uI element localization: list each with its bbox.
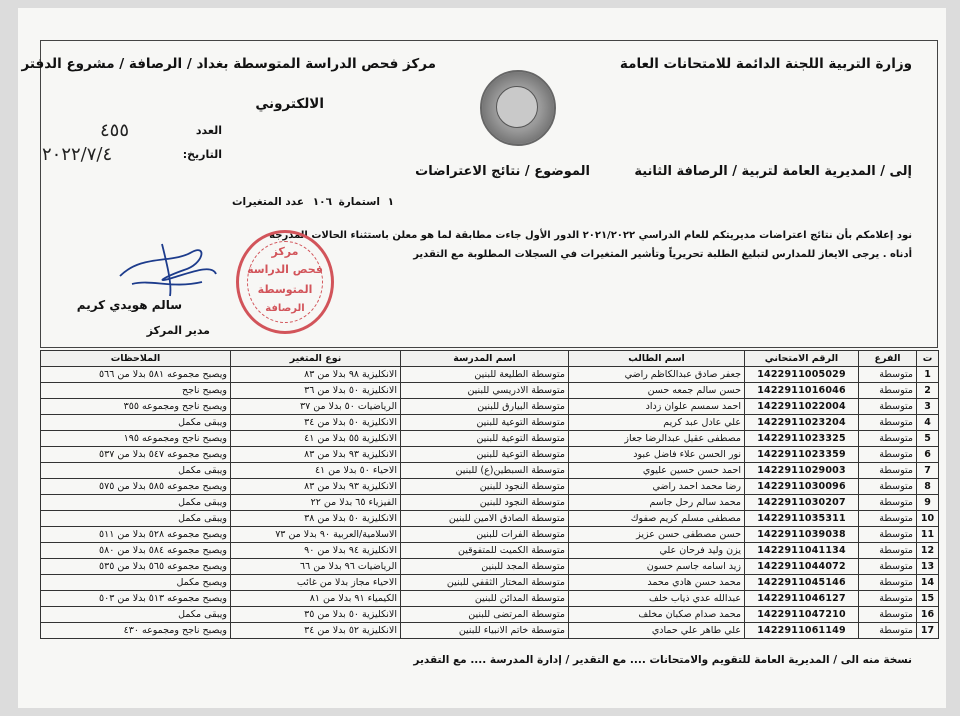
row-branch: متوسطة <box>859 559 917 575</box>
table-row <box>41 511 939 527</box>
row-student-name: مصطفى مسلم كريم صفوك <box>569 511 745 527</box>
row-exam-number: 1422911005029 <box>745 367 859 383</box>
table-row <box>41 543 939 559</box>
row-exam-number: 1422911041134 <box>745 543 859 559</box>
header-exam-number: الرقم الامتحاني <box>745 351 859 367</box>
table-row <box>41 623 939 639</box>
row-index: 12 <box>917 543 939 559</box>
row-school-name: متوسطة الفرات للبنين <box>401 527 569 543</box>
row-notes: ويصبح مجموعه ٥٨١ بدلا من ٥٦٦ <box>41 367 231 383</box>
subject: الموضوع / نتائج الاعتراضات <box>415 164 590 179</box>
row-exam-number: 1422911029003 <box>745 463 859 479</box>
date-value: ٢٠٢٢/٧/٤ <box>42 144 113 165</box>
row-branch: متوسطة <box>859 527 917 543</box>
row-index: 13 <box>917 559 939 575</box>
changes-count-value: ١٠٦ <box>312 196 332 208</box>
row-student-name: علي عادل عبد كريم <box>569 415 745 431</box>
row-change-type: الرياضيات ٩٦ بدلا من ٦٦ <box>231 559 401 575</box>
row-change-type: الاسلامية/العربية ٩٠ بدلا من ٧٣ <box>231 527 401 543</box>
row-notes: ويصبح مجموعه ٥٨٥ بدلا من ٥٧٥ <box>41 479 231 495</box>
changes-count-label: عدد المتغيرات <box>231 196 304 208</box>
row-index: 15 <box>917 591 939 607</box>
row-exam-number: 1422911035311 <box>745 511 859 527</box>
cc-line: نسخة منه الى / المديرية العامة للتقويم والامتحانات .... مع التقدير / إدارة المدرسة .... مع التقدير <box>413 654 912 666</box>
center-heading-line1: مركز فحص الدراسة المتوسطة بغداد / الرصافة / مشروع الدفتر <box>21 56 436 72</box>
row-index: 11 <box>917 527 939 543</box>
center-heading-line2: الالكتروني <box>255 96 324 112</box>
row-change-type: الانكليزية ٥٢ بدلا من ٣٤ <box>231 623 401 639</box>
row-change-type: الكيمياء ٩١ بدلا من ٨١ <box>231 591 401 607</box>
row-exam-number: 1422911023325 <box>745 431 859 447</box>
table-row <box>41 575 939 591</box>
row-change-type: الانكليزية ٩٤ بدلا من ٩٠ <box>231 543 401 559</box>
row-branch: متوسطة <box>859 415 917 431</box>
row-exam-number: 1422911046127 <box>745 591 859 607</box>
row-branch: متوسطة <box>859 591 917 607</box>
form-value: ١ <box>387 196 394 208</box>
row-index: 2 <box>917 383 939 399</box>
row-school-name: متوسطة البيارق للبنين <box>401 399 569 415</box>
row-index: 4 <box>917 415 939 431</box>
row-student-name: محمد صدام صكبان مخلف <box>569 607 745 623</box>
row-change-type: الاحياء ٥٠ بدلا من ٤١ <box>231 463 401 479</box>
signatory-name: سالم هويدي كريم <box>76 298 182 312</box>
row-student-name: احمد حسن حسين عليوي <box>569 463 745 479</box>
row-school-name: متوسطة المختار الثقفي للبنين <box>401 575 569 591</box>
table-row <box>41 479 939 495</box>
row-student-name: مصطفى عقيل عبدالرضا جعاز <box>569 431 745 447</box>
stamp-line1: مركز <box>271 245 299 258</box>
row-school-name: متوسطة الطليعة للبنين <box>401 367 569 383</box>
table-row <box>41 399 939 415</box>
row-branch: متوسطة <box>859 463 917 479</box>
table-row <box>41 559 939 575</box>
row-change-type: الاحياء مجاز بدلا من غائب <box>231 575 401 591</box>
row-notes: ويبقى مكمل <box>41 511 231 527</box>
table-row <box>41 607 939 623</box>
row-student-name: يزن وليد فرحان علي <box>569 543 745 559</box>
row-branch: متوسطة <box>859 447 917 463</box>
row-change-type: الرياضيات ٥٠ بدلا من ٣٧ <box>231 399 401 415</box>
table-row <box>41 591 939 607</box>
row-change-type: الانكليزية ٥٠ بدلا من ٣٨ <box>231 511 401 527</box>
header-notes: الملاحظات <box>41 351 231 367</box>
body-line2: أدناه . يرجى الايعاز للمدارس لتبليغ الطلبة تحريرياً وتأشير المتغيرات في السجلات المطلوبة مع التقدير <box>413 249 912 260</box>
header-school-name: اسم المدرسة <box>401 351 569 367</box>
row-change-type: الانكليزية ٩٨ بدلا من ٨٣ <box>231 367 401 383</box>
row-student-name: محمد سالم رحل جاسم <box>569 495 745 511</box>
row-school-name: متوسطة التوعية للبنين <box>401 415 569 431</box>
stamp-line2: فحص الدراسة <box>247 263 323 276</box>
row-index: 1 <box>917 367 939 383</box>
row-branch: متوسطة <box>859 479 917 495</box>
row-school-name: متوسطة التوعية للبنين <box>401 447 569 463</box>
body-line1: نود إعلامكم بأن نتائج اعتراضات مديريتكم للعام الدراسي ٢٠٢١/٢٠٢٢ الدور الأول جاءت مطابقة لما هو معلن باستثناء الحالات المدرجة <box>269 230 912 241</box>
row-student-name: علي طاهر علي حمادي <box>569 623 745 639</box>
table-row <box>41 495 939 511</box>
row-exam-number: 1422911030096 <box>745 479 859 495</box>
table-row <box>41 463 939 479</box>
row-student-name: احمد سمسم علوان زداد <box>569 399 745 415</box>
signatory-title: مدير المركز <box>146 324 210 337</box>
row-school-name: متوسطة النجود للبنين <box>401 495 569 511</box>
row-exam-number: 1422911061149 <box>745 623 859 639</box>
row-school-name: متوسطة النجود للبنين <box>401 479 569 495</box>
row-exam-number: 1422911047210 <box>745 607 859 623</box>
row-notes: ويصبح مجموعه ٥٦٥ بدلا من ٥٣٥ <box>41 559 231 575</box>
row-school-name: متوسطة المرتضى للبنين <box>401 607 569 623</box>
center-stamp <box>236 230 334 334</box>
row-change-type: الانكليزية ٥٥ بدلا من ٤١ <box>231 431 401 447</box>
row-school-name: متوسطة التوعية للبنين <box>401 431 569 447</box>
table-header-row <box>41 351 939 367</box>
row-branch: متوسطة <box>859 383 917 399</box>
results-table <box>40 350 939 639</box>
row-student-name: حسن سالم جمعه حسن <box>569 383 745 399</box>
row-exam-number: 1422911016046 <box>745 383 859 399</box>
row-branch: متوسطة <box>859 431 917 447</box>
row-index: 5 <box>917 431 939 447</box>
ministry-seal <box>480 70 556 146</box>
row-branch: متوسطة <box>859 399 917 415</box>
table-row <box>41 415 939 431</box>
row-school-name: متوسطة الكميت للمتفوقين <box>401 543 569 559</box>
row-school-name: متوسطة السبطين(ع) للبنين <box>401 463 569 479</box>
row-exam-number: 1422911045146 <box>745 575 859 591</box>
row-change-type: الانكليزية ٥٠ بدلا من ٣٦ <box>231 383 401 399</box>
addressee: إلى / المديرية العامة لتربية / الرصافة الثانية <box>634 164 912 179</box>
row-student-name: رضا محمد احمد راضي <box>569 479 745 495</box>
row-branch: متوسطة <box>859 575 917 591</box>
header-student-name: اسم الطالب <box>569 351 745 367</box>
number-value: ٤٥٥ <box>100 120 130 141</box>
table-row <box>41 447 939 463</box>
row-branch: متوسطة <box>859 543 917 559</box>
row-index: 6 <box>917 447 939 463</box>
row-change-type: الانكليزية ٩٣ بدلا من ٨٣ <box>231 479 401 495</box>
row-notes: ويصبح مجموعه ٥٤٧ بدلا من ٥٣٧ <box>41 447 231 463</box>
row-notes: ويصبح مكمل <box>41 575 231 591</box>
row-notes: ويصبح ناجح <box>41 383 231 399</box>
row-exam-number: 1422911023204 <box>745 415 859 431</box>
row-notes: ويبقى مكمل <box>41 607 231 623</box>
row-index: 17 <box>917 623 939 639</box>
row-notes: ويصبح ناجح ومجموعه ٣٥٥ <box>41 399 231 415</box>
row-index: 10 <box>917 511 939 527</box>
row-index: 3 <box>917 399 939 415</box>
row-notes: ويصبح مجموعه ٥٨٤ بدلا من ٥٨٠ <box>41 543 231 559</box>
row-student-name: حسن مصطفى حسن عزيز <box>569 527 745 543</box>
row-index: 7 <box>917 463 939 479</box>
row-notes: ويصبح مجموعه ٥٢٨ بدلا من ٥١١ <box>41 527 231 543</box>
row-exam-number: 1422911044072 <box>745 559 859 575</box>
row-school-name: متوسطة الصادق الامين للبنين <box>401 511 569 527</box>
header-index: ت <box>917 351 939 367</box>
row-exam-number: 1422911030207 <box>745 495 859 511</box>
row-student-name: عبدالله عدي ذياب خلف <box>569 591 745 607</box>
row-change-type: الانكليزية ٥٠ بدلا من ٣٤ <box>231 415 401 431</box>
row-branch: متوسطة <box>859 511 917 527</box>
row-change-type: الانكليزية ٥٠ بدلا من ٣٥ <box>231 607 401 623</box>
row-exam-number: 1422911022004 <box>745 399 859 415</box>
row-branch: متوسطة <box>859 367 917 383</box>
row-school-name: متوسطة المجد للبنين <box>401 559 569 575</box>
stamp-line3: المتوسطة <box>257 283 313 296</box>
header-change-type: نوع المتغير <box>231 351 401 367</box>
row-student-name: محمد حسن هادي محمد <box>569 575 745 591</box>
table-row <box>41 527 939 543</box>
row-notes: ويصبح ناجح ومجموعه ١٩٥ <box>41 431 231 447</box>
form-label: استمارة <box>338 196 380 208</box>
date-label: التاريخ: <box>182 148 222 161</box>
ministry-heading: وزارة التربية اللجنة الدائمة للامتحانات العامة <box>619 56 912 72</box>
row-student-name: زيد اسامه جاسم حسون <box>569 559 745 575</box>
number-label: العدد <box>195 124 222 137</box>
signature-scribble <box>112 234 222 304</box>
row-notes: ويبقى مكمل <box>41 495 231 511</box>
table-row <box>41 431 939 447</box>
row-notes: ويبقى مكمل <box>41 415 231 431</box>
row-branch: متوسطة <box>859 607 917 623</box>
table-row <box>41 367 939 383</box>
table-row <box>41 383 939 399</box>
row-school-name: متوسطة المدائن للبنين <box>401 591 569 607</box>
row-exam-number: 1422911023359 <box>745 447 859 463</box>
row-index: 9 <box>917 495 939 511</box>
row-notes: ويصبح مجموعه ٥١٣ بدلا من ٥٠٣ <box>41 591 231 607</box>
row-notes: ويصبح ناجح ومجموعه ٤٣٠ <box>41 623 231 639</box>
row-branch: متوسطة <box>859 495 917 511</box>
row-branch: متوسطة <box>859 623 917 639</box>
row-exam-number: 1422911039038 <box>745 527 859 543</box>
row-school-name: متوسطة الادريسي للبنين <box>401 383 569 399</box>
row-school-name: متوسطة خاتم الانبياء للبنين <box>401 623 569 639</box>
row-index: 14 <box>917 575 939 591</box>
row-change-type: الانكليزية ٩٣ بدلا من ٨٣ <box>231 447 401 463</box>
header-branch: الفرع <box>859 351 917 367</box>
row-student-name: جعفر صادق عبدالكاظم راضي <box>569 367 745 383</box>
row-notes: ويبقى مكمل <box>41 463 231 479</box>
row-index: 8 <box>917 479 939 495</box>
row-change-type: الفيزياء ٦٥ بدلا من ٢٢ <box>231 495 401 511</box>
row-index: 16 <box>917 607 939 623</box>
stamp-line4: الرصافة <box>265 303 305 314</box>
row-student-name: نور الحسن علاء فاضل عبود <box>569 447 745 463</box>
document-sheet <box>18 8 946 708</box>
